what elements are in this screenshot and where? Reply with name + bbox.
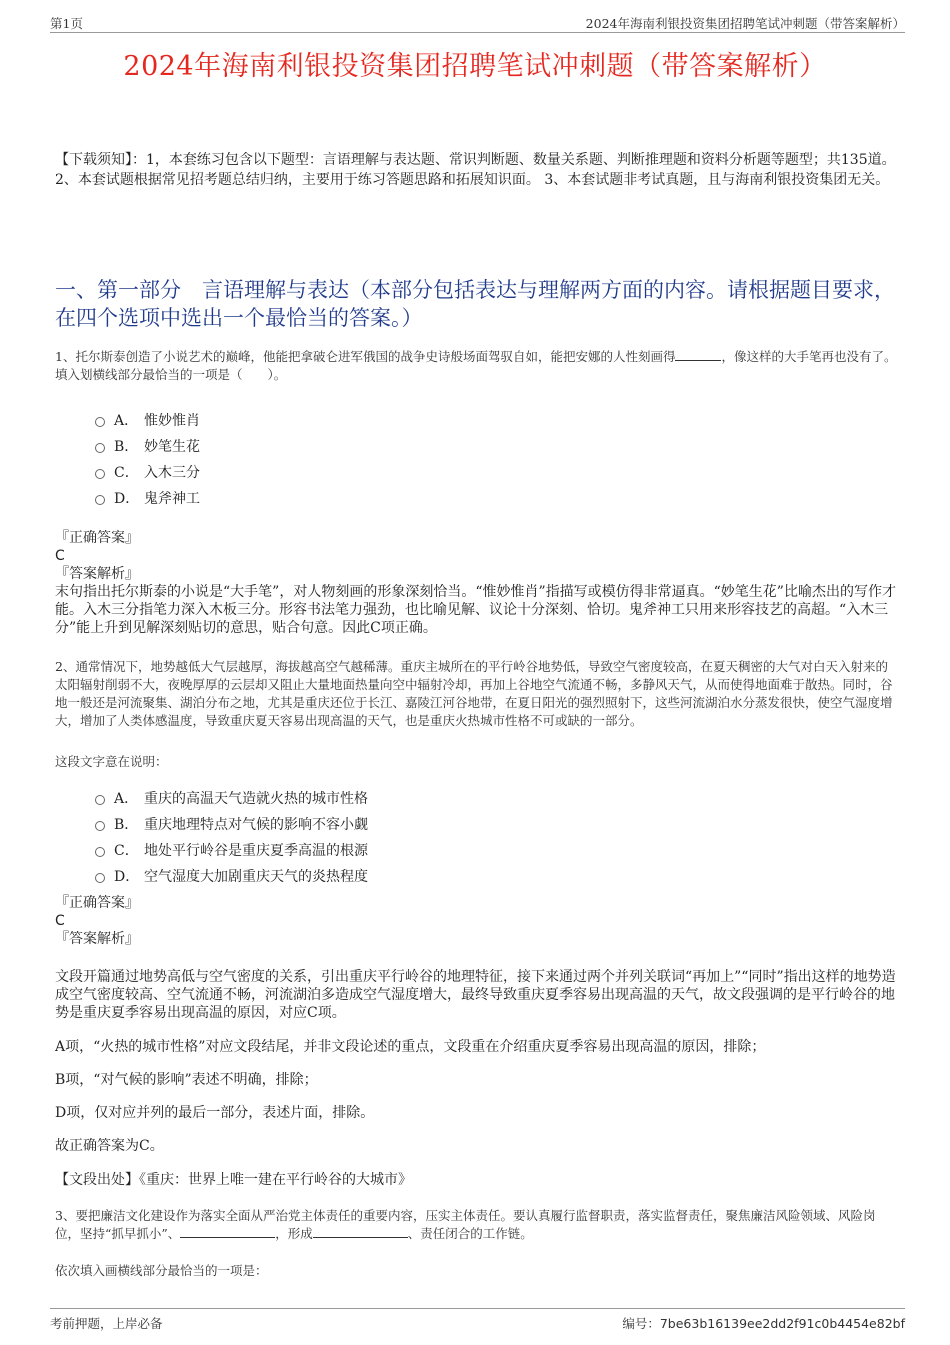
question-1-prompt: 填入划横线部分最恰当的一项是（ ）。 bbox=[55, 367, 287, 382]
question-3-prompt: 依次填入画横线部分最恰当的一项是： bbox=[55, 1263, 268, 1278]
answer-blank bbox=[313, 1225, 408, 1238]
q1-option-a[interactable]: A． 惟妙惟肖 bbox=[95, 407, 200, 433]
source-citation: 【文段出处】《重庆：世界上唯一建在平行岭谷的大城市》 bbox=[55, 1172, 412, 1188]
radio-icon[interactable] bbox=[95, 443, 105, 453]
question-1 bbox=[55, 348, 900, 384]
question-3 bbox=[55, 1207, 900, 1243]
answer-label: 『正确答案』 bbox=[55, 895, 139, 911]
question-2-answer-block bbox=[55, 894, 900, 948]
answer-blank bbox=[675, 348, 721, 361]
analysis-label: 『答案解析』 bbox=[55, 566, 139, 582]
question-1-options bbox=[95, 407, 200, 511]
q2-option-d[interactable]: D． 空气湿度大加剧重庆天气的炎热程度 bbox=[95, 863, 368, 889]
question-1-answer-block bbox=[55, 529, 900, 637]
q2-option-a[interactable]: A． 重庆的高温天气造就火热的城市性格 bbox=[95, 785, 368, 811]
header-doc-title: 2024年海南利银投资集团招聘笔试冲刺题（带答案解析） bbox=[585, 16, 905, 31]
answer-label: 『正确答案』 bbox=[55, 530, 139, 546]
q2-option-c[interactable]: C． 地处平行岭谷是重庆夏季高温的根源 bbox=[95, 837, 368, 863]
analysis-paragraph-4: D项，仅对应并列的最后一部分，表述片面，排除。 bbox=[55, 1105, 375, 1121]
analysis-label: 『答案解析』 bbox=[55, 931, 139, 947]
radio-icon[interactable] bbox=[95, 821, 105, 831]
question-2-text: 2、通常情况下，地势越低大气层越厚，海拔越高空气越稀薄。重庆主城所在的平行岭谷地势低，导致空气密度较高，在夏天稠密的大气对白天入射来的太阳辐射削弱不大，夜晚厚厚的云层却又阻止大量地面热量向空中辐射冷却，再加上谷地空气流通不畅，多静风天气，从而使得地面难于散热。同时，谷地一般还是河流聚集、湖泊分布之地，尤其是重庆还位于长江、嘉陵江河谷地带，在夏日阳光的强烈照射下，这些河流湖泊水分蒸发很快，使空气湿度增大，增加了人类体感温度，导致重庆夏天容易出现高温的天气，也是重庆火热城市性格不可或缺的一部分。 bbox=[55, 659, 893, 728]
document-title: 2024年海南利银投资集团招聘笔试冲刺题（带答案解析） bbox=[123, 51, 827, 82]
q1-option-c[interactable]: C． 入木三分 bbox=[95, 459, 200, 485]
question-2-prompt-block bbox=[55, 753, 900, 771]
radio-icon[interactable] bbox=[95, 417, 105, 427]
footer-code: 编号：7be63b16139ee2dd2f91c0b4454e82bf bbox=[622, 1316, 905, 1331]
question-2-prompt: 这段文字意在说明： bbox=[55, 754, 168, 769]
download-notice: 【下载须知】：1，本套练习包含以下题型：言语理解与表达题、常识判断题、数量关系题、判断推理题和资料分析题等题型；共135道。 2、本套试题根据常见招考题总结归纳，主要用于练习答题思路和拓展知识面。 3、本套试题非考试真题，且与海南利银投资集团无关。 bbox=[55, 152, 896, 188]
page-number: 第1页 bbox=[50, 16, 83, 31]
question-2 bbox=[55, 658, 900, 730]
analysis-paragraph-3: B项，“对气候的影响”表述不明确，排除； bbox=[55, 1072, 318, 1088]
footer-slogan: 考前押题，上岸必备 bbox=[50, 1316, 163, 1331]
radio-icon[interactable] bbox=[95, 495, 105, 505]
radio-icon[interactable] bbox=[95, 847, 105, 857]
answer-blank bbox=[180, 1225, 275, 1238]
radio-icon[interactable] bbox=[95, 873, 105, 883]
analysis-paragraph-1: 文段开篇通过地势高低与空气密度的关系，引出重庆平行岭谷的地理特征，接下来通过两个并列关联词“再加上”“同时”指出这样的地势造成空气密度较高、空气流通不畅，河流湖泊多造成空气湿度增大，最终导致重庆夏季容易出现高温的天气，故文段强调的是平行岭谷的地势是重庆夏季容易出现高温的原因，对应C项。 bbox=[55, 969, 896, 1021]
analysis-paragraph-5: 故正确答案为C。 bbox=[55, 1138, 164, 1154]
correct-answer: C bbox=[55, 913, 65, 929]
question-1-text: 1、托尔斯泰创造了小说艺术的巅峰，他能把拿破仑进军俄国的战争史诗般场面驾驭自如，能把安娜的人性刻画得 ，像这样的大手笔再也没有了。 bbox=[55, 349, 897, 364]
analysis-paragraph-2: A项，“火热的城市性格”对应文段结尾，并非文段论述的重点，文段重在介绍重庆夏季容易出现高温的原因，排除； bbox=[55, 1039, 766, 1055]
question-3-prompt-block bbox=[55, 1262, 900, 1280]
section-title: 一、第一部分 言语理解与表达（本部分包括表达与理解两方面的内容。请根据题目要求，在四个选项中选出一个最恰当的答案。） bbox=[55, 278, 895, 330]
question-2-options bbox=[95, 785, 368, 889]
question-3-text: 3、要把廉洁文化建设作为落实全面从严治党主体责任的重要内容，压实主体责任。要认真履行监督职责，落实监督责任，聚焦廉洁风险领域、风险岗位，坚持“抓早抓小”、 ，形成 、责任闭合的工作链。 bbox=[55, 1208, 876, 1241]
q1-option-b[interactable]: B． 妙笔生花 bbox=[95, 433, 200, 459]
radio-icon[interactable] bbox=[95, 795, 105, 805]
radio-icon[interactable] bbox=[95, 469, 105, 479]
correct-answer: C bbox=[55, 548, 65, 564]
analysis-text: 末句指出托尔斯泰的小说是“大手笔”，对人物刻画的形象深刻恰当。“惟妙惟肖”指描写或模仿得非常逼真。“妙笔生花”比喻杰出的写作才能。入木三分指笔力深入木板三分。形容书法笔力强劲，也比喻见解、议论十分深刻、恰切。鬼斧神工只用来形容技艺的高超。“入木三分”能上升到见解深刻贴切的意思，贴合句意。因此C项正确。 bbox=[55, 584, 896, 636]
page-footer bbox=[50, 1308, 905, 1331]
q1-option-d[interactable]: D． 鬼斧神工 bbox=[95, 485, 200, 511]
q2-option-b[interactable]: B． 重庆地理特点对气候的影响不容小觑 bbox=[95, 811, 368, 837]
page-header bbox=[50, 12, 905, 33]
